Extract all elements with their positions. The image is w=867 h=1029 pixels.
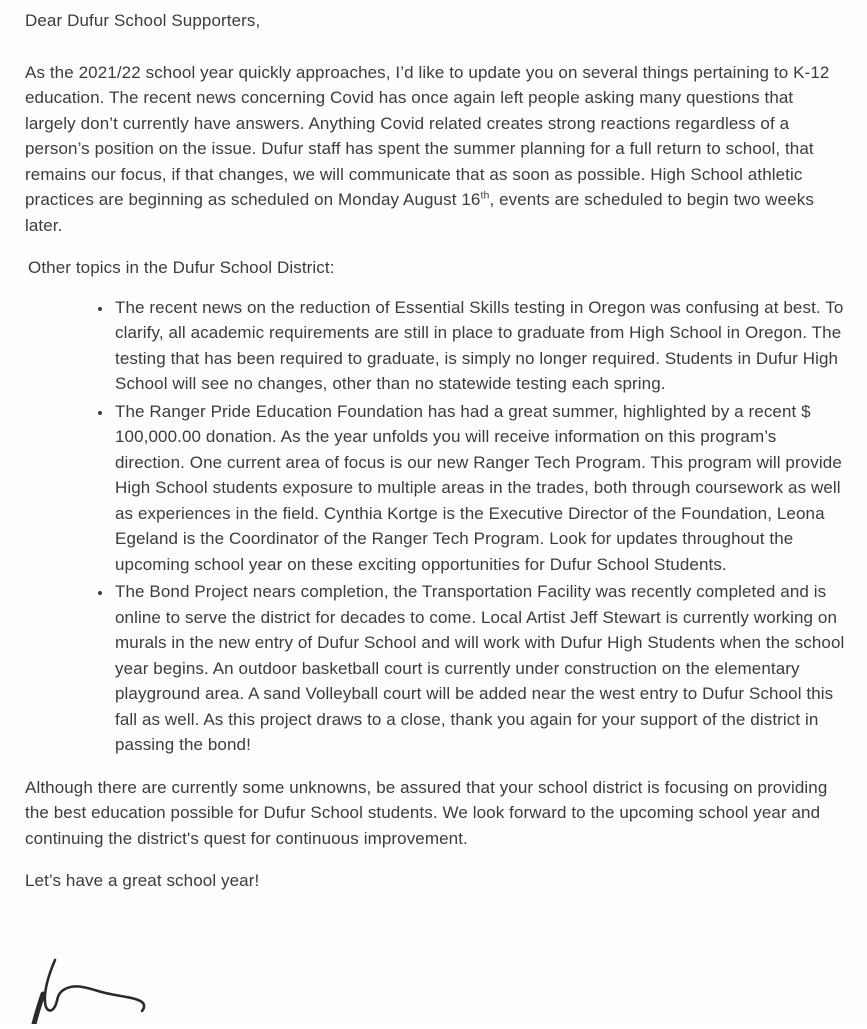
topics-heading: Other topics in the Dufur School District: bbox=[28, 258, 335, 277]
intro-text-after-ordinal: , events are scheduled to begin two weeks later. bbox=[25, 190, 814, 235]
list-item-essential-skills: • The recent news on the reduction of Essential Skills testing in Oregon was confusing at best. To clarify, all academic requirements are still in place to graduate from High School in Oregon. The testing that has been required to graduate, is simply no longer required. Students in Dufur High School will see no changes, other than no statewide testing each spring. bbox=[113, 295, 845, 397]
topics-list bbox=[25, 295, 845, 758]
list-item-ranger-pride-foundation: • The Ranger Pride Education Foundation has had a great summer, highlighted by a recent $ 100,000.00 donation. As the year unfolds you will receive information on this program’s direction. One current area of focus is our new Ranger Tech Program. This program will provide High School students exposure to multiple areas in the trades, both through coursework as well as experiences in the field. Cynthia Kortge is the Executive Director of the Foundation, Leona Egeland is the Coordinator of the Ranger Tech Program. Look for updates throughout the upcoming school year on these exciting opportunities for Dufur School Students. bbox=[113, 399, 845, 578]
signoff: Let’s have a great school year! bbox=[25, 871, 260, 890]
intro-text-before-ordinal: As the 2021/22 school year quickly approaches, I’d like to update you on several things pertaining to K-12 education. The recent news concerning Covid has once again left people asking many questions that largely don’t currently have answers. Anything Covid related creates strong reactions regardless of a person’s position on the issue. Dufur staff has spent the summer planning for a full return to school, that remains our focus, if that changes, we will communicate that as soon as possible. High School athletic practices are beginning as scheduled on Monday August 16 bbox=[25, 62, 830, 209]
ordinal-superscript: th bbox=[480, 189, 490, 202]
closing-paragraph: Although there are currently some unknowns, be assured that your school district is focusing on providing the best education possible for Dufur School students. We look forward to the upcoming school year and continuing the district's quest for continuous improvement. bbox=[25, 777, 828, 848]
salutation: Dear Dufur School Supporters, bbox=[25, 11, 261, 30]
intro-paragraph bbox=[25, 60, 845, 239]
list-item-bond-project: • The Bond Project nears completion, the Transportation Facility was recently completed and is online to serve the district for decades to come. Local Artist Jeff Stewart is currently working on murals in the new entry of Dufur School and will work with Dufur High Students when the school year begins. An outdoor basketball court is currently under construction on the elementary playground area. A sand Volleyball court will be added near the west entry to Dufur School this fall as well. As this project draws to a close, thank you again for your support of the district in passing the bond! bbox=[113, 579, 845, 758]
signature-scribble-icon bbox=[25, 958, 185, 1024]
signature bbox=[25, 958, 185, 1024]
